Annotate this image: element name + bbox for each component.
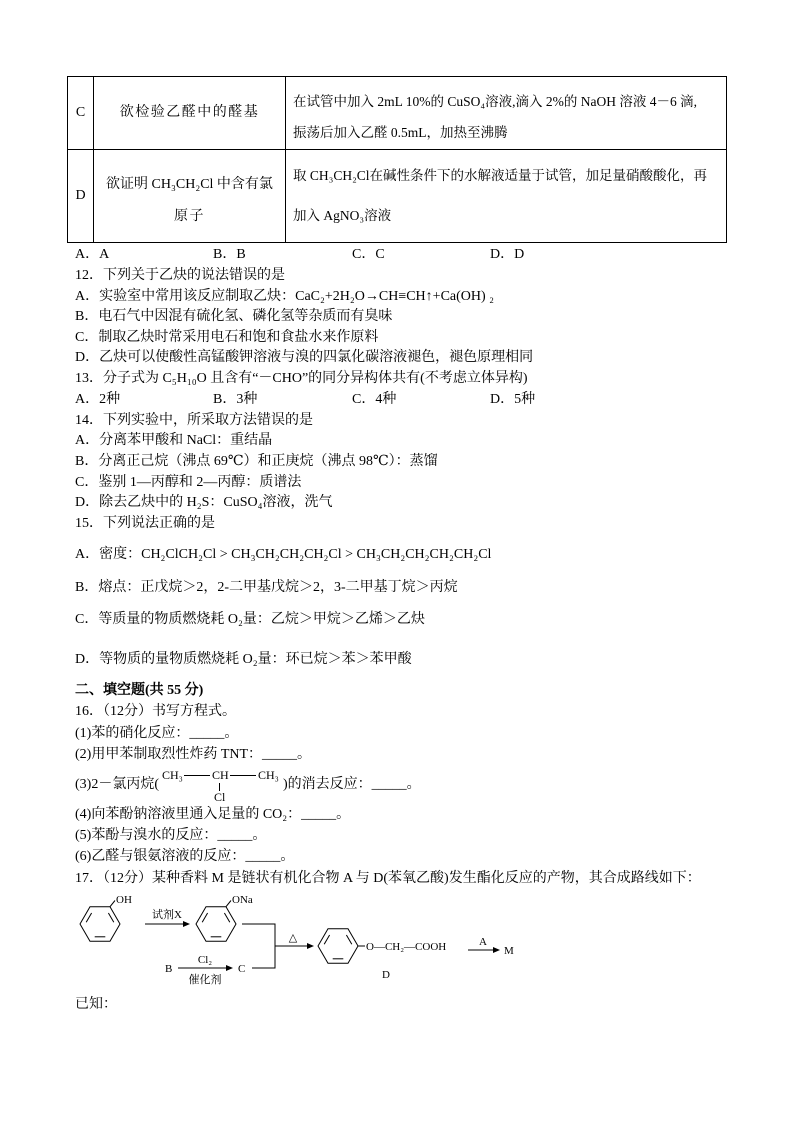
product-c-label: C xyxy=(238,963,246,975)
arrowhead-reagent-x xyxy=(183,921,190,927)
reagent-cl2-label: Cl₂ xyxy=(197,954,213,966)
q12-stem: 12．下列关于乙炔的说法错误的是 xyxy=(75,268,285,283)
q12-option-a: A．实验室中常用该反应制取乙炔：CaC₂+2H₂O→CH≡CH↑+Ca(OH) ₂ xyxy=(75,289,495,304)
q12-option-b: B．电石气中因混有硫化氢、磷化氢等杂质而有臭味 xyxy=(75,309,393,324)
table-row-c-method-line: 振荡后加入乙醛 0.5mL，加热至沸腾 xyxy=(293,125,508,140)
q15-option-a: A．密度：CH₂ClCH₂Cl > CH₃CH₂CH₂CH₂Cl > CH₃CH₂CH₂CH₂CH₂Cl xyxy=(75,547,492,562)
q13-stem: 13．分子式为 C₅H₁₀O 且含有“－CHO”的同分异构体共有(不考虑立体异构) xyxy=(75,371,528,386)
q17-stem: 17．（12分）某种香料 M 是链状有机化合物 A 与 D(苯氧乙酸)发生酯化反应的产物，其合成路线如下： xyxy=(75,871,701,886)
table-row-d-letter: D xyxy=(75,188,86,203)
q14-stem: 14．下列实验中，所采取方法错误的是 xyxy=(75,413,313,428)
q11-option-b: B．B xyxy=(213,247,246,262)
phenoxide-ona-label: ONa xyxy=(232,894,253,906)
table-row-c-letter: C xyxy=(75,105,86,120)
table-row-c-purpose-cell xyxy=(94,77,286,150)
q16-item-2: (2)用甲苯制取烈性炸药 TNT：_____。 xyxy=(75,747,312,762)
q14-option-c: C．鉴别 1—丙醇和 2—丙醇：质谱法 xyxy=(75,475,302,490)
phenol-oh-label: OH xyxy=(116,894,132,906)
reagent-a-label: A xyxy=(479,936,487,948)
section-title: 二、填空题(共 55 分) xyxy=(75,683,204,698)
structure-bond-left xyxy=(184,775,210,776)
ring-hexagon xyxy=(80,907,120,942)
d-side-chain-label: O—CH₂—COOH xyxy=(366,941,447,953)
q16-stem: 16．（12分）书写方程式。 xyxy=(75,704,236,719)
q15-stem: 15．下列说法正确的是 xyxy=(75,516,215,531)
reactant-b-label: B xyxy=(165,963,173,975)
ring-double-bond xyxy=(346,935,351,944)
ring-double-bond xyxy=(86,913,91,922)
heat-symbol: △ xyxy=(288,932,298,944)
ring-double-bond xyxy=(202,913,207,922)
phenoxide-benzene-ring xyxy=(196,907,236,942)
q13-option-d: D．5种 xyxy=(490,392,536,407)
arrowhead-esterification xyxy=(493,947,500,953)
q16-item-1: (1)苯的硝化反应：_____。 xyxy=(75,726,239,741)
phenol-benzene-ring xyxy=(80,907,120,942)
phenol-oh-bond xyxy=(110,901,115,907)
arrowhead-chlorination xyxy=(226,965,233,971)
phenoxide-ona-bond xyxy=(226,901,231,907)
product-d-label: D xyxy=(382,969,390,981)
q16-item-4: (4)向苯酚钠溶液里通入足量的 CO₂：_____。 xyxy=(75,807,351,822)
structure-methyl-left: CH₃ xyxy=(162,768,183,782)
q12-option-d: D．乙炔可以使酸性高锰酸钾溶液与溴的四氯化碳溶液褪色，褪色原理相同 xyxy=(75,350,534,365)
phenoxyacetic-acid-benzene-ring xyxy=(318,929,358,964)
table-row-d-purpose-line: 原子 xyxy=(174,209,205,224)
table-row-c-purpose: 欲检验乙醛中的醛基 xyxy=(119,105,260,120)
q11-option-d: D．D xyxy=(490,247,525,262)
ring-double-bond xyxy=(324,935,329,944)
q13-option-a: A．2种 xyxy=(75,392,121,407)
reagent-x-label: 试剂X xyxy=(152,909,182,921)
q16-item-3-suffix: )的消去反应：_____。 xyxy=(283,777,421,792)
q11-option-c: C．C xyxy=(352,247,385,262)
q16-item-5: (5)苯酚与溴水的反应：_____。 xyxy=(75,828,267,843)
q13-option-c: C．4种 xyxy=(352,392,397,407)
q15-option-c: C．等质量的物质燃烧耗 O₂量：乙烷＞甲烷＞乙烯＞乙炔 xyxy=(75,612,425,627)
chloropropane-structure xyxy=(162,768,282,806)
ring-double-bond xyxy=(224,913,229,922)
structure-chlorine: Cl xyxy=(214,790,226,804)
synthesis-route-diagram xyxy=(70,890,540,990)
structure-methyl-right: CH₃ xyxy=(258,768,279,782)
table-row-c-letter-cell xyxy=(68,77,94,150)
experiment-table xyxy=(67,76,727,243)
table-row-d-method-line: 加入 AgNO₃溶液 xyxy=(293,208,392,223)
structure-bond-right xyxy=(230,775,256,776)
q13-option-b: B．3种 xyxy=(213,392,258,407)
q16-item-6: (6)乙醛与银氨溶液的反应：_____。 xyxy=(75,849,295,864)
arrowhead-heat xyxy=(307,943,314,949)
table-row-c-method-cell xyxy=(286,77,726,150)
q16-item-3-prefix: (3)2－氯丙烷( xyxy=(75,777,159,792)
table-row-d-letter-cell xyxy=(68,150,94,242)
table-row-d-method-cell xyxy=(286,150,726,242)
table-row-c-method-line: 在试管中加入 2mL 10%的 CuSO₄溶液,滴入 2%的 NaOH 溶液 4－6 滴, xyxy=(293,94,697,109)
q11-option-a: A．A xyxy=(75,247,110,262)
q17-known-label: 已知： xyxy=(75,997,117,1012)
q14-option-a: A．分离苯甲酸和 NaCl：重结晶 xyxy=(75,433,273,448)
ring-hexagon xyxy=(196,907,236,942)
q15-option-d: D．等物质的量物质燃烧耗 O₂量：环已烷＞苯＞苯甲酸 xyxy=(75,652,412,667)
q14-option-d: D．除去乙炔中的 H₂S：CuSO₄溶液，洗气 xyxy=(75,495,333,510)
q14-option-b: B．分离正己烷（沸点 69℃）和正庚烷（沸点 98℃）：蒸馏 xyxy=(75,454,438,469)
combine-bracket xyxy=(242,924,275,968)
table-row-d-method-line: 取 CH₃CH₂Cl在碱性条件下的水解液适量于试管，加足量硝酸酸化，再 xyxy=(293,168,708,183)
ring-double-bond xyxy=(108,913,113,922)
structure-methine: CH xyxy=(212,768,229,782)
q15-option-b: B．熔点：正戊烷＞2，2-二甲基戊烷＞2，3-二甲基丁烷＞丙烷 xyxy=(75,580,458,595)
ring-hexagon xyxy=(318,929,358,964)
q12-option-c: C．制取乙炔时常采用电石和饱和食盐水来作原料 xyxy=(75,330,379,345)
catalyst-label: 催化剂 xyxy=(188,974,222,986)
product-m-label: M xyxy=(504,945,514,957)
table-row-d-purpose-cell xyxy=(94,150,286,242)
table-row-d-purpose-line: 欲证明 CH₃CH₂Cl 中含有氯 xyxy=(106,177,273,192)
